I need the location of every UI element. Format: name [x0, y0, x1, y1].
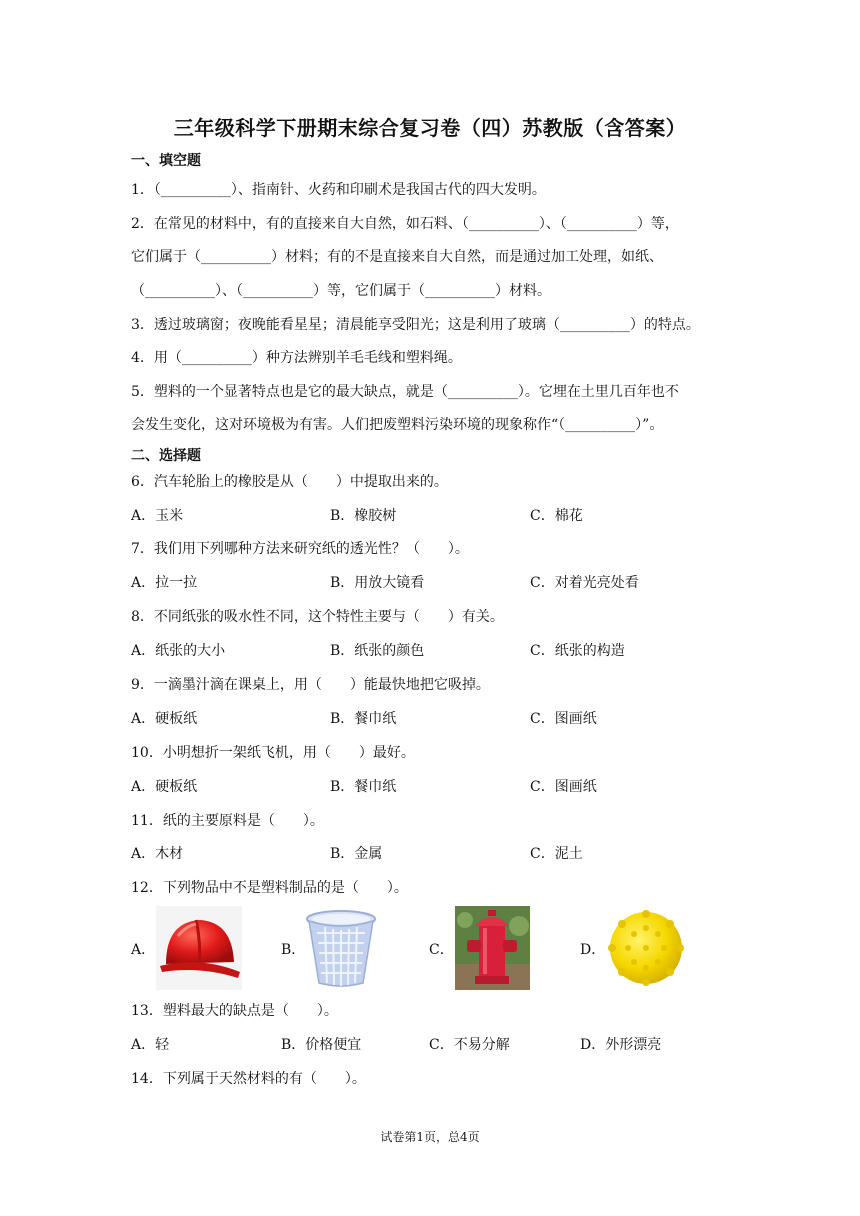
spiky-ball-image: [606, 908, 686, 988]
fill-line: 会发生变化，这对环境极为有害。人们把废塑料污染环境的现象称作“（__________）”。: [131, 417, 664, 433]
fill-line: 4．用（__________）种方法辨别羊毛毛线和塑料绳。: [131, 350, 462, 366]
fire-hydrant-image: [455, 906, 530, 990]
page-footer: 试卷第1页，总4页: [380, 1130, 480, 1144]
section-choice-heading: 二、选择题: [131, 448, 201, 464]
option-a: A．拉一拉: [131, 575, 198, 591]
option-c: C．对着光亮处看: [530, 575, 639, 591]
option-b: B．橡胶树: [330, 508, 397, 524]
option-a: A．木材: [131, 846, 184, 862]
option-a: A．硬板纸: [131, 711, 198, 727]
fill-line: 3．透过玻璃窗；夜晚能看星星；清晨能享受阳光；这是利用了玻璃（__________）的特点。: [131, 317, 700, 333]
option-c: C．不易分解: [429, 1037, 510, 1053]
option-a: A．硬板纸: [131, 779, 198, 795]
question-text: 14．下列属于天然材料的有（ ）。: [131, 1071, 366, 1087]
option-b: B．金属: [330, 846, 383, 862]
question-text: 11．纸的主要原料是（ ）。: [131, 813, 324, 829]
question-text: 6．汽车轮胎上的橡胶是从（ ）中提取出来的。: [131, 474, 448, 490]
option-c: C．纸张的构造: [530, 643, 625, 659]
fill-line: 5．塑料的一个显著特点也是它的最大缺点，就是（__________）。它埋在土里几百年也不: [131, 384, 679, 400]
option-b: B．餐巾纸: [330, 779, 397, 795]
option-a: A．: [131, 942, 156, 958]
fill-line: 2．在常见的材料中，有的直接来自大自然，如石料、（__________）、（__________）等，: [131, 216, 679, 232]
option-d: D．: [580, 942, 606, 958]
basket-image: [303, 907, 379, 989]
option-d: D．外形漂亮: [580, 1037, 662, 1053]
question-text: 7．我们用下列哪种方法来研究纸的透光性？（ ）。: [131, 541, 469, 557]
question-text: 12．下列物品中不是塑料制品的是（ ）。: [131, 880, 408, 896]
option-b: B．: [281, 942, 306, 958]
option-a: A．纸张的大小: [131, 643, 226, 659]
section-fill-heading: 一、填空题: [131, 153, 201, 169]
page-title: 三年级科学下册期末综合复习卷（四）苏教版（含答案）: [173, 116, 687, 140]
question-text: 10．小明想折一架纸飞机，用（ ）最好。: [131, 745, 415, 761]
option-b: B．纸张的颜色: [330, 643, 425, 659]
option-c: C．棉花: [530, 508, 583, 524]
option-b: B．餐巾纸: [330, 711, 397, 727]
option-b: B．用放大镜看: [330, 575, 425, 591]
fill-line: 1．（__________）、指南针、火药和印刷术是我国古代的四大发明。: [131, 182, 546, 198]
fill-line: （__________）、（__________）等，它们属于（__________）材料。: [131, 283, 551, 299]
question-text: 13．塑料最大的缺点是（ ）。: [131, 1003, 338, 1019]
option-c: C．图画纸: [530, 779, 597, 795]
helmet-image: [156, 906, 242, 990]
option-c: C．: [429, 942, 454, 958]
fill-line: 它们属于（__________）材料；有的不是直接来自大自然，而是通过加工处理，如纸、: [131, 249, 663, 265]
option-c: C．泥土: [530, 846, 583, 862]
question-text: 8．不同纸张的吸水性不同，这个特性主要与（ ）有关。: [131, 609, 504, 625]
option-c: C．图画纸: [530, 711, 597, 727]
option-b: B．价格便宜: [281, 1037, 362, 1053]
option-a: A．轻: [131, 1037, 170, 1053]
question-text: 9．一滴墨汁滴在课桌上，用（ ）能最快地把它吸掉。: [131, 677, 490, 693]
option-a: A．玉米: [131, 508, 184, 524]
